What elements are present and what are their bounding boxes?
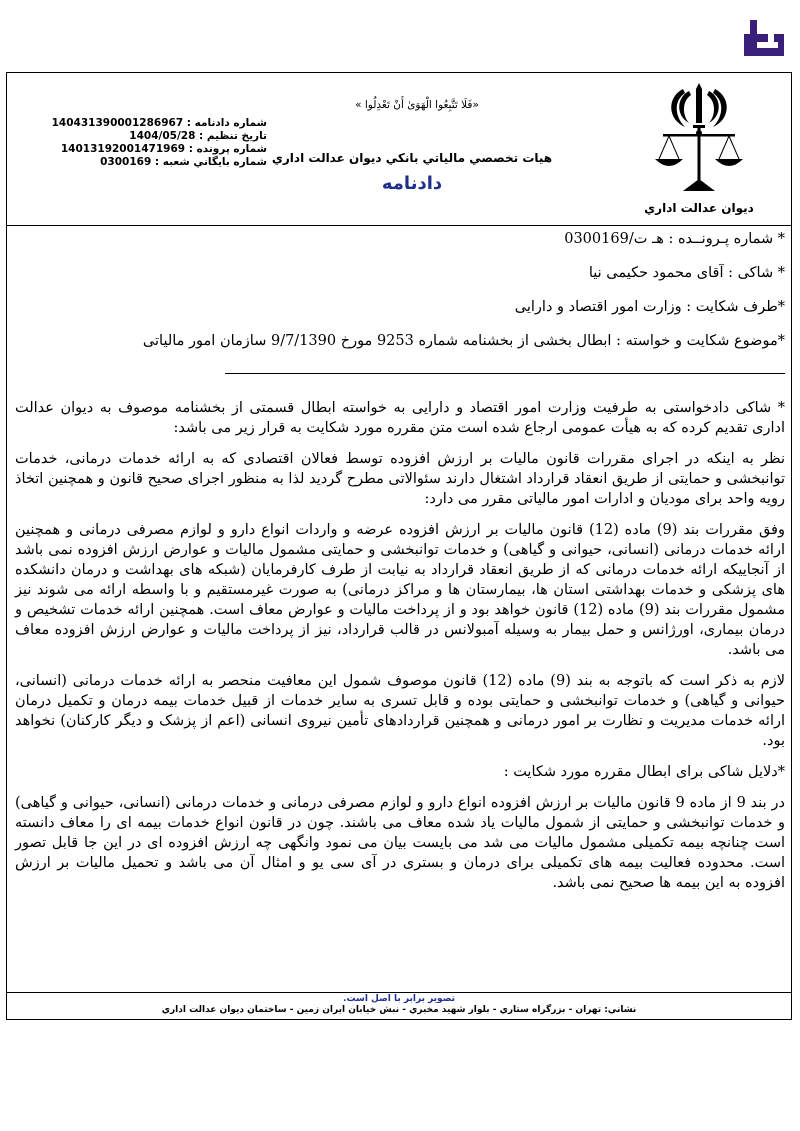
paragraph-regulation-intro: نظر به اینکه در اجرای مقررات قانون مالیات بر ارزش افزوده توسط فعالان اقتصادی که به ارائه خدمات درمانی، خدمات توانبخشی و حمایتی از طریق انعقاد قرارداد اشتغال دارند سئوالاتی مطرح گردید لذا به منظور اجرای صحیح قانون و همچنین اتخاذ رویه واحد برای مودیان و ادارات امور مالیاتی مقرر می دارد: bbox=[15, 451, 785, 507]
verdict-number: شماره دادنامه : 140431390001286967 bbox=[51, 117, 267, 129]
paragraph-reasons-heading: *دلایل شاکی برای ابطال مقرره مورد شکایت : bbox=[503, 764, 785, 780]
paragraph-regulation-body: وفق مقررات بند (9) ماده (12) قانون مالیات بر ارزش افزوده عرضه و واردات انواع دارو و لوازم مصرفی درمانی و همچنین ارائه خدمات درمانی (انسانی، حیوانی و گیاهی) و خدمات توانبخشی و حمایتی مشمول مالیات و عوارض ارزش افزوده نمی باشد از آنجاییکه ارائه خدمات درمانی که از طریق انعقاد قرارداد به نیابت از طرف کارفرمایان (شبکه های بهداشت و درمان دانشکده های پزشکی و خدمات بهداشتی استان ها، بیمارستان ها و مراکز درمانی) به صورت غیرمستقیم و با واسطه ارائه می شوند نیز مشمول مقررات بند (9) ماده (12) قانون خواهد بود و از پرداخت مالیات و عوارض معاف است. همچنین ارائه خدمات تشخیص و درمان بیماری، اورژانس و حمل بیمار به وسیله آمبولانس در قالب قرارداد، نیز از پرداخت مالیات و عوارض ارزش افزوده معاف می باشد. bbox=[15, 522, 785, 658]
case-number-field: * شماره پـرونــده : هـ ت/0300169 bbox=[564, 231, 785, 247]
document-header bbox=[7, 73, 791, 226]
section-divider bbox=[225, 373, 785, 374]
court-name: ديوان عدالت اداري bbox=[644, 201, 754, 215]
certified-copy-note: تصوير برابر با اصل است. bbox=[343, 994, 455, 1004]
document-frame bbox=[6, 72, 792, 1020]
court-address: نشاني: تهران - بزرگراه ستاري - بلوار شهيد مخبري - نبش خيابان ايران زمين - ساختمان ديوان عدالت اداري bbox=[161, 1005, 637, 1015]
iran-emblem-scales-icon bbox=[649, 79, 749, 197]
paragraph-regulation-note: لازم به ذکر است که باتوجه به بند (9) ماده (12) قانون موصوف شمول این معافیت منحصر به ارائه خدمات درمانی (انسانی، حیوانی و گیاهی) و خدمات توانبخشی و حمایتی بوده و قابل تسری به سایر خدمات از قبیل خدمات بیمه درمان و تکمیل درمان ارائه خدمات مدیریت و نظارت بر امور درمانی و همچنین قراردادهای تأمین نیروی انسانی (اعم از پزشک و دیگر کارکنان) نخواهد بود. bbox=[15, 673, 785, 749]
document-body bbox=[15, 229, 785, 904]
issue-date: تاريخ تنظيم : 1404/05/28 bbox=[129, 130, 267, 142]
document-footer bbox=[7, 992, 791, 1019]
document-title: دادنامه bbox=[381, 173, 443, 194]
subject-field: *موضوع شکایت و خواسته : ابطال بخشی از بخشنامه شماره 9253 مورخ 9/7/1390 سازمان امور مالیاتی bbox=[142, 333, 785, 349]
board-title: هيات تخصصي مالياتي بانكي ديوان عدالت اداري bbox=[271, 151, 553, 165]
branch-archive-number: شماره بايگاني شعبه : 0300169 bbox=[100, 156, 267, 168]
defendant-field: *طرف شکایت : وزارت امور اقتصاد و دارایی bbox=[514, 299, 785, 315]
paragraph-petition: * شاکی دادخواستی به طرفیت وزارت امور اقتصاد و دارایی به خواسته ابطال قسمتی از بخشنامه موصوف به دیوان عدالت اداری تقدیم کرده که به هیأت عمومی ارجاع شده است متن مقرره مورد شکایت به قرار زیر می باشد: bbox=[15, 400, 785, 436]
document-metadata bbox=[51, 117, 267, 169]
case-file-number: شماره پرونده : 14013192001471969 bbox=[60, 143, 267, 155]
court-logo-icon bbox=[744, 16, 784, 56]
quran-verse: «فَلَا تَتَّبِعُوا الْهَوَىٰ أَنْ تَعْدِلُوا » bbox=[355, 99, 479, 111]
plaintiff-field: * شاکی : آقای محمود حکیمی نیا bbox=[588, 265, 785, 281]
paragraph-reasons-body: در بند 9 از ماده 9 قانون مالیات بر ارزش افزوده انواع دارو و لوازم مصرفی درمانی و خدمات درمانی (انسانی، حیوانی و گیاهی) و خدمات توانبخشی و حمایتی از شمول مالیات یاد شده معاف می باشند. چون در قانون انواع خدمات بیمه ای را معاف دانسته است چنانچه بیمه تکمیلی مشمول مالیات می شد می بایست بیان می نمود وانگهی چه ارزش افزوده ای در این جا قابل تصور است. محدوده فعالیت بیمه های تکمیلی برای درمان و بستری در آی سی یو و امثال آن می باشد و تحمیل مالیات بر ارزش افزوده به این بیمه ها صحیح نمی باشد. bbox=[15, 795, 785, 891]
